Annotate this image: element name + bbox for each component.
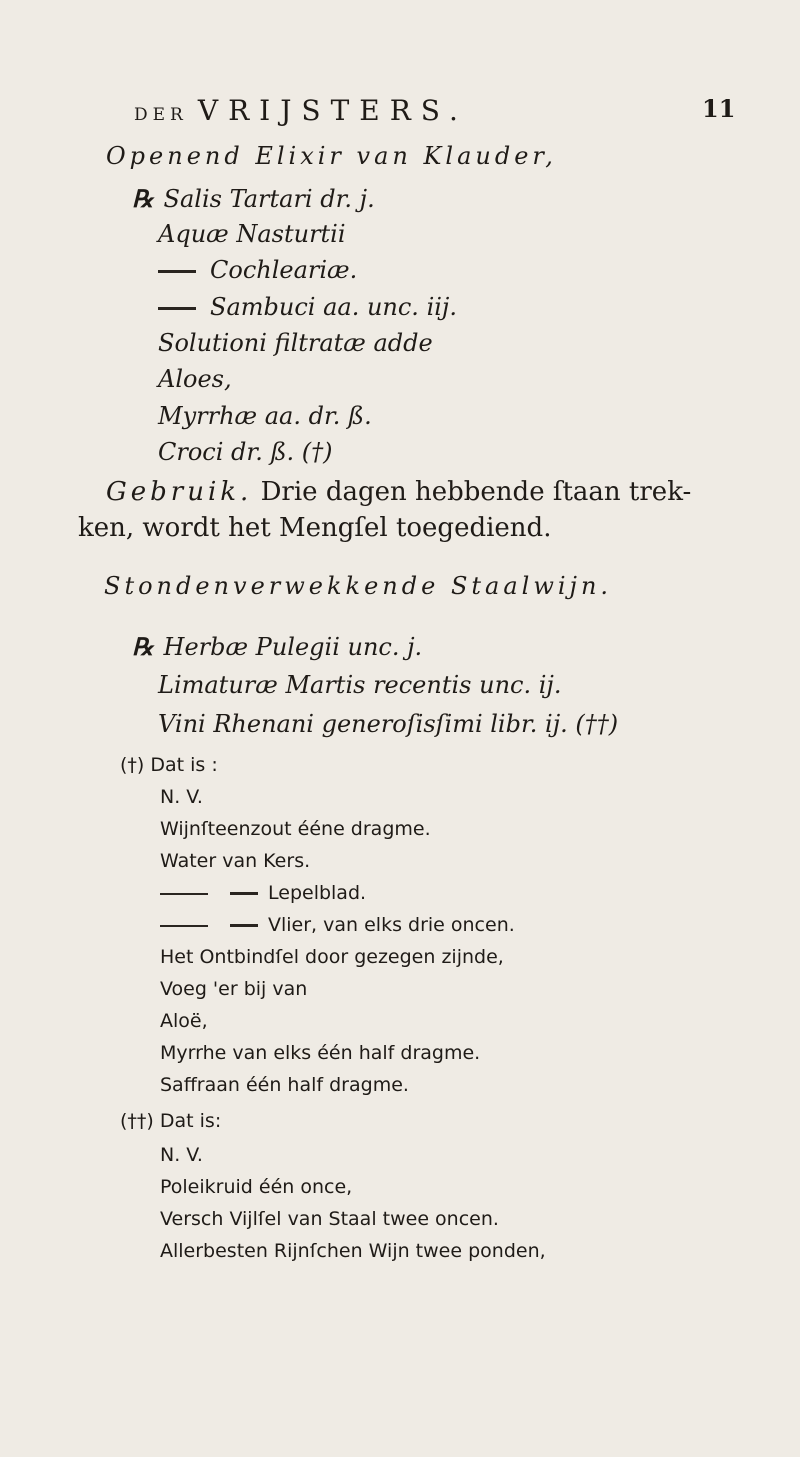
ditto-dash (160, 925, 208, 927)
note1-line-6: Vlier, van elks drie oncen. (160, 914, 515, 936)
ditto-dash (230, 892, 258, 895)
header-prefix: DER (134, 105, 188, 125)
recipe1-line-7: Myrrhæ aa. dr. ß. (158, 402, 372, 430)
note1-line-7: Het Ontbindſel door gezegen zijnde, (160, 946, 504, 968)
usage-line-1: Gebruik. Drie dagen hebbende ſtaan trek- (106, 477, 692, 507)
note1-line-2: N. V. (160, 786, 203, 808)
recipe1-line-8: Croci dr. ß. (†) (158, 438, 333, 466)
ditto-dash (158, 270, 196, 273)
note1-line-8: Voeg 'er bij van (160, 978, 308, 1000)
recipe1-line-1: ℞ Salis Tartari dr. j. (132, 184, 375, 213)
usage-label: Gebruik. (106, 477, 253, 507)
usage-line-2: ken, wordt het Mengſel toegediend. (78, 513, 552, 543)
recipe1-line-3: Cochleariæ. (158, 256, 357, 284)
recipe1-line-6: Aloes, (158, 365, 232, 393)
note2-line-4: Versch Vijlſel van Staal twee oncen. (160, 1208, 499, 1230)
rx-symbol-icon: ℞ (132, 632, 154, 661)
note2-line-5: Allerbesten Rijnſchen Wijn twee ponden, (160, 1240, 546, 1262)
recipe2-line-1: ℞ Herbæ Pulegii unc. j. (132, 632, 423, 661)
ditto-dash (230, 924, 258, 927)
note1-line-1: (†) Dat is : (120, 754, 218, 776)
note1-line-9: Aloë, (160, 1010, 208, 1032)
ditto-dash (158, 307, 196, 310)
note1-mark: (†) (120, 754, 145, 776)
recipe2-line-2: Limaturæ Martis recentis unc. ij. (158, 671, 562, 699)
note2-line-2: N. V. (160, 1144, 203, 1166)
running-header (134, 94, 736, 127)
recipe1-title: Openend Elixir van Klauder, (106, 142, 557, 170)
header-title: VRIJSTERS. (197, 94, 468, 127)
ditto-dash (160, 893, 208, 895)
recipe1-line-2: Aquæ Nasturtii (158, 220, 346, 248)
recipe2-line-3: Vini Rhenani generoſisſimi libr. ij. (††) (158, 710, 619, 738)
note1-line-4: Water van Kers. (160, 850, 311, 872)
note2-mark: (††) (120, 1110, 154, 1132)
note1-line-10: Myrrhe van elks één half dragme. (160, 1042, 481, 1064)
note2-line-3: Poleikruid één once, (160, 1176, 353, 1198)
recipe1-line-4: Sambuci aa. unc. iij. (158, 293, 457, 321)
rx-symbol-icon: ℞ (132, 184, 154, 213)
note2-line-1: (††) Dat is: (120, 1110, 222, 1132)
recipe2-title: Stondenverwekkende Staalwijn. (104, 572, 613, 600)
recipe1-line-5: Solutioni filtratæ adde (158, 329, 433, 357)
note1-line-3: Wijnſteenzout ééne dragme. (160, 818, 431, 840)
note1-line-11: Saffraan één half dragme. (160, 1074, 409, 1096)
note1-line-5: Lepelblad. (160, 882, 366, 904)
page-number: 11 (702, 94, 736, 123)
